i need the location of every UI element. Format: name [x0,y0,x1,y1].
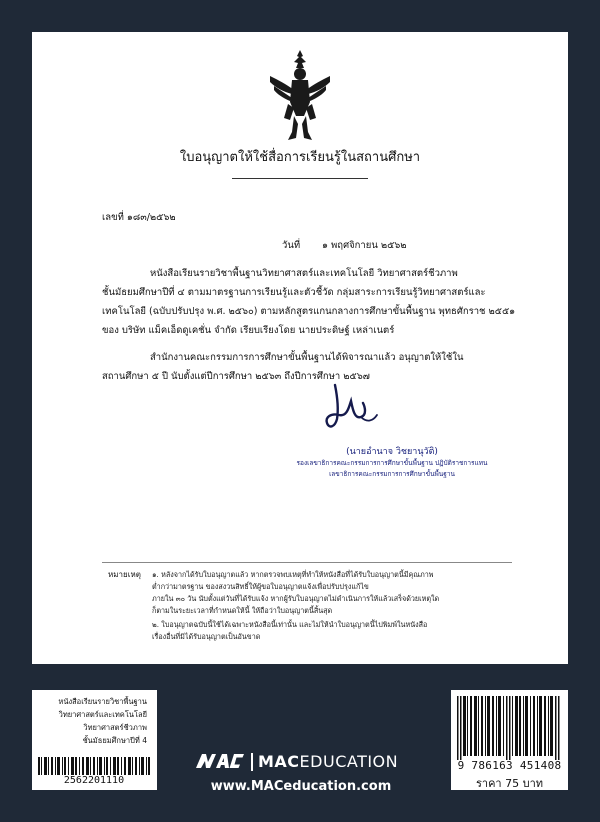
isbn-number: 9 786163 451408 [457,759,562,772]
date-label: วันที่ [282,240,301,251]
signer-name: (นายอำนาจ วิชยานุวัติ) [346,447,438,457]
brand-logo [196,750,406,774]
note-line: ภายใน ๓๐ วัน นับตั้งแต่วันที่ได้รับแจ้ง หากผู้รับใบอนุญาตไม่ดำเนินการให้แล้วเสร็จด้วยเหตุใด [152,594,440,603]
notes-divider [102,562,512,563]
book-info-box [32,690,157,790]
isbn-barcode-icon [457,696,562,760]
body-line-1: หนังสือเรียนรายวิชาพื้นฐานวิทยาศาสตร์และเทคโนโลยี วิทยาศาสตร์ชีวภาพ [150,268,458,279]
brand-website: www.MACeducation.com [210,779,392,794]
mac-logo-icon [196,754,248,768]
note-line: ๒. ใบอนุญาตฉบับนี้ใช้ได้เฉพาะหนังสือนี้เท่านั้น และไม่ให้นำใบอนุญาตนี้ไปพิมพ์ในหนังสือ [152,620,428,629]
book-info-line: หนังสือเรียนรายวิชาพื้นฐาน [58,697,147,706]
signature-image [317,377,397,437]
brand-name [258,752,398,771]
document-number: เลขที่ ๑๘๓/๒๕๖๒ [102,212,176,223]
body-line-5: สำนักงานคณะกรรมการการศึกษาขั้นพื้นฐานได้พิจารณาแล้ว อนุญาตให้ใช้ใน [150,352,464,363]
book-barcode-number: 2562201110 [63,775,125,786]
book-info-line: ชั้นมัธยมศึกษาปีที่ 4 [82,736,147,745]
body-line-4: ของ บริษัท แม็คเอ็ดดูเคชั่น จำกัด เรียบเรียงโดย นายประดิษฐ์ เหล่าเนตร์ [102,325,395,336]
signer-position-2: เลขาธิการคณะกรรมการการศึกษาขั้นพื้นฐาน [329,470,455,478]
license-document [32,32,568,664]
note-line: ต่ำกว่ามาตรฐาน ของสงวนสิทธิ์ให้ผู้ขอใบอนุญาตแจ้งเพื่อปรับปรุงแก้ไข [152,582,369,591]
signer-position-1: รองเลขาธิการคณะกรรมการการศึกษาขั้นพื้นฐาน ปฏิบัติราชการแทน [296,459,488,467]
body-line-2: ชั้นมัธยมศึกษาปีที่ ๔ ตามมาตรฐานการเรียนรู้และตัวชี้วัด กลุ่มสาระการเรียนรู้วิทยาศาสตร์และ [102,287,486,298]
body-line-3: เทคโนโลยี (ฉบับปรับปรุง พ.ศ. ๒๕๖๐) ตามหลักสูตรแกนกลางการศึกษาขั้นพื้นฐาน พุทธศักราช ๒๕๕๑ [102,306,516,317]
document-title: ใบอนุญาตให้ใช้สื่อการเรียนรู้ในสถานศึกษา [179,150,421,165]
barcode-icon [38,757,150,775]
note-line: เรื่องอื่นที่มิได้รับอนุญาตเป็นอันขาด [152,632,261,641]
note-line: ก็ตามในระยะเวลาที่กำหนดให้นี้ ให้ถือว่าใบอนุญาตนี้สิ้นสุด [152,606,333,615]
notes-label: หมายเหตุ [108,570,141,579]
book-info-line: วิทยาศาสตร์ชีวภาพ [83,723,147,732]
book-info-line: วิทยาศาสตร์และเทคโนโลยี [58,710,147,719]
brand-name-suffix: EDUCATION [299,752,399,771]
title-underline [232,178,368,179]
garuda-emblem-icon [268,46,332,146]
isbn-box [451,690,568,790]
body-line-6: สถานศึกษา ๕ ปี นับตั้งแต่ปีการศึกษา ๒๕๖๓ ถึงปีการศึกษา ๒๕๖๗ [102,371,370,382]
brand-name-prefix: MAC [258,752,300,771]
price-label: ราคา 75 บาท [475,777,544,790]
date-value: ๑ พฤศจิกายน ๒๕๖๒ [322,240,407,251]
note-line: ๑. หลังจากได้รับใบอนุญาตแล้ว หากตรวจพบเหตุที่ทำให้หนังสือที่ได้รับใบอนุญาตนี้มีคุณภาพ [152,570,434,579]
brand-separator [251,753,253,771]
